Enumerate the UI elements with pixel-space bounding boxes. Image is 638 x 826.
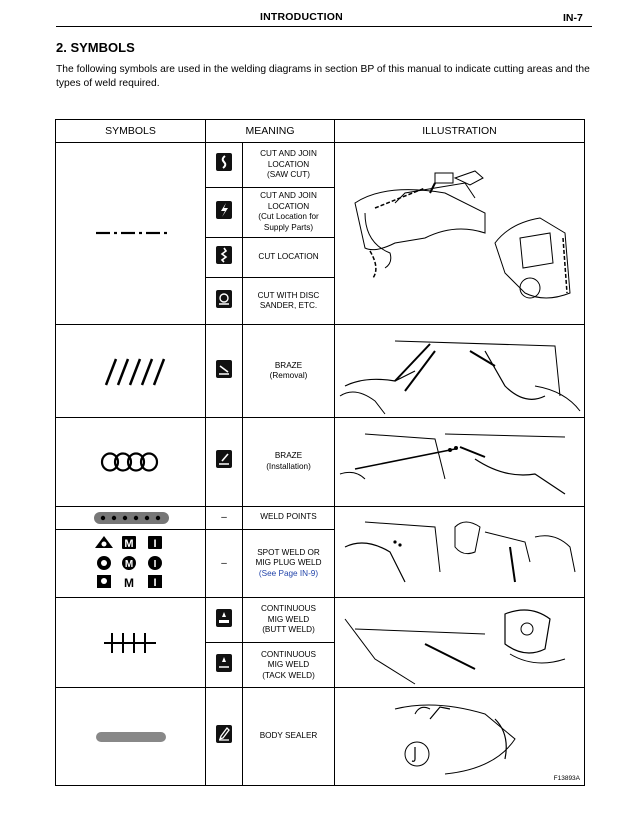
table-row: [56, 143, 585, 187]
braze-removal-icon: [206, 324, 243, 417]
spot-weld-dash: –: [206, 529, 243, 597]
meaning-braze-removal: BRAZE (Removal): [243, 324, 335, 417]
disc-sander-icon: [206, 278, 243, 324]
meaning-braze-installation: BRAZE (Installation): [243, 418, 335, 506]
header-illustration: ILLUSTRATION: [335, 120, 585, 143]
spot-letter-i2: I: [153, 559, 157, 571]
table-header-row: [56, 120, 585, 143]
weld-points-symbol: [56, 506, 206, 529]
meaning-disc-sander: CUT WITH DISC SANDER, ETC.: [243, 278, 335, 324]
saw-cut-icon: [206, 143, 243, 187]
table-row: [56, 324, 585, 417]
weld-points-dash: –: [206, 506, 243, 529]
header-rule: [56, 26, 592, 27]
meaning-cut-supply-parts: CUT AND JOIN LOCATION (Cut Location for Supply Parts): [243, 187, 335, 237]
meaning-cut-location: CUT LOCATION: [243, 238, 335, 278]
figure-id: F13893A: [553, 775, 581, 782]
header-symbols: SYMBOLS: [56, 120, 206, 143]
cut-location-icon: [206, 238, 243, 278]
body-sealer-symbol: [56, 688, 206, 786]
spot-weld-symbols: [56, 529, 206, 597]
see-page-link[interactable]: (See Page IN-9): [258, 568, 319, 578]
sealer-icon: [206, 688, 243, 786]
header-meaning: MEANING: [206, 120, 335, 143]
braze-installation-illustration: [335, 418, 585, 506]
body-sealer-illustration: [335, 688, 585, 786]
lightning-cut-icon: [206, 187, 243, 237]
header-section-title: INTRODUCTION: [260, 11, 343, 23]
table-row: [56, 418, 585, 506]
meaning-weld-points: WELD POINTS: [243, 506, 335, 529]
intro-paragraph: The following symbols are used in the welding diagrams in section BP of this manual to indicate cutting areas and the types of weld required.: [56, 64, 590, 89]
mig-tack-icon: [206, 643, 243, 688]
braze-removal-symbol: [56, 324, 206, 417]
meaning-mig-butt: CONTINUOUS MIG WELD (BUTT WELD): [243, 598, 335, 643]
table-row: [56, 598, 585, 643]
mig-weld-illustration: [335, 598, 585, 688]
spot-weld-illustration: [335, 506, 585, 597]
mig-butt-icon: [206, 598, 243, 643]
meaning-saw-cut: CUT AND JOIN LOCATION (SAW CUT): [243, 143, 335, 187]
spot-letter-m2: M: [124, 559, 134, 571]
continuous-weld-symbol: [56, 598, 206, 688]
symbols-table: [55, 119, 585, 786]
braze-installation-icon: [206, 418, 243, 506]
spot-letter-m1: M: [124, 538, 134, 551]
meaning-body-sealer: BODY SEALER: [243, 688, 335, 786]
table-row: [56, 506, 585, 529]
spot-letter-i1: I: [153, 538, 157, 551]
header-page-number: IN-7: [563, 12, 583, 24]
cut-line-symbol: [56, 143, 206, 325]
braze-installation-symbol: [56, 418, 206, 506]
spot-letter-i3: I: [153, 577, 157, 590]
section-title: 2. SYMBOLS: [56, 40, 135, 55]
meaning-spot-weld: SPOT WELD OR MIG PLUG WELD (See Page IN-9): [243, 529, 335, 597]
spot-letter-m3: M: [124, 576, 134, 591]
car-body-cut-illustration: [335, 143, 585, 325]
meaning-mig-tack: CONTINUOUS MIG WELD (TACK WELD): [243, 643, 335, 688]
table-row: [56, 688, 585, 786]
braze-removal-illustration: [335, 324, 585, 417]
